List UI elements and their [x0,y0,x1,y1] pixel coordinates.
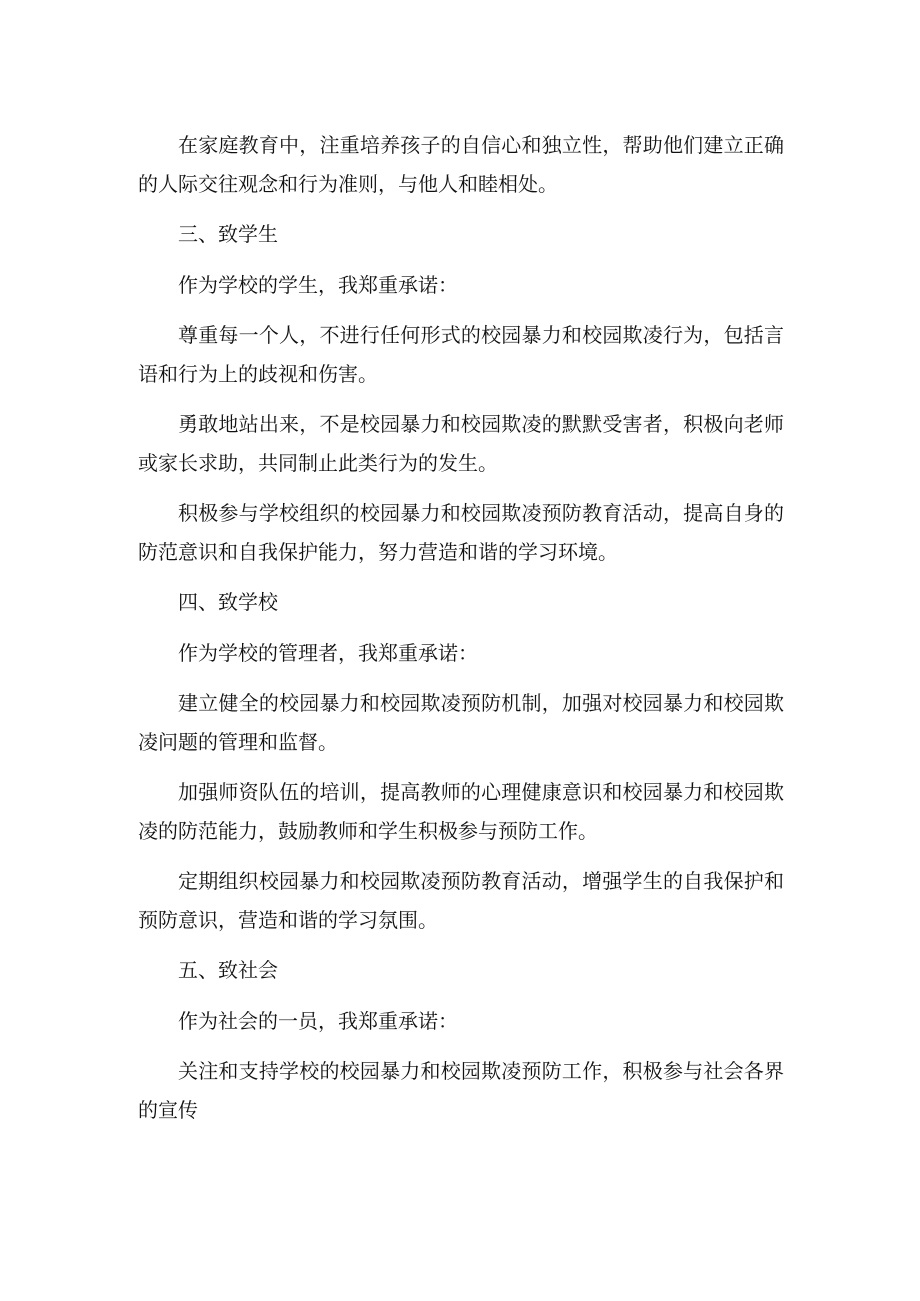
paragraph-student-speak-up: 勇敢地站出来，不是校园暴力和校园欺凌的默默受害者，积极向老师或家长求助，共同制止此类行为的发生。 [138,412,784,475]
heading-to-students: 三、致学生 [178,222,278,246]
paragraph-school-mechanism: 建立健全的校园暴力和校园欺凌预防机制，加强对校园暴力和校园欺凌问题的管理和监督。 [138,691,784,754]
paragraph-society-support: 关注和支持学校的校园暴力和校园欺凌预防工作，积极参与社会各界的宣传 [138,1059,784,1122]
paragraph-family-education: 在家庭教育中，注重培养孩子的自信心和独立性，帮助他们建立正确的人际交往观念和行为准则，与他人和睦相处。 [138,133,784,196]
paragraph-school-training: 加强师资队伍的培训，提高教师的心理健康意识和校园暴力和校园欺凌的防范能力，鼓励教师和学生积极参与预防工作。 [138,780,784,843]
paragraph-school-activities: 定期组织校园暴力和校园欺凌预防教育活动，增强学生的自我保护和预防意识，营造和谐的学习氛围。 [138,869,784,932]
heading-to-society: 五、致社会 [178,958,278,982]
paragraph-school-pledge-intro: 作为学校的管理者，我郑重承诺： [178,640,478,665]
heading-to-school: 四、致学校 [178,590,278,614]
document-body [138,126,784,1141]
paragraph-society-pledge-intro: 作为社会的一员，我郑重承诺： [178,1008,458,1033]
paragraph-student-respect: 尊重每一个人，不进行任何形式的校园暴力和校园欺凌行为，包括言语和行为上的歧视和伤害。 [138,323,784,386]
paragraph-student-pledge-intro: 作为学校的学生，我郑重承诺： [178,272,458,297]
paragraph-student-participate: 积极参与学校组织的校园暴力和校园欺凌预防教育活动，提高自身的防范意识和自我保护能力，努力营造和谐的学习环境。 [138,501,784,564]
